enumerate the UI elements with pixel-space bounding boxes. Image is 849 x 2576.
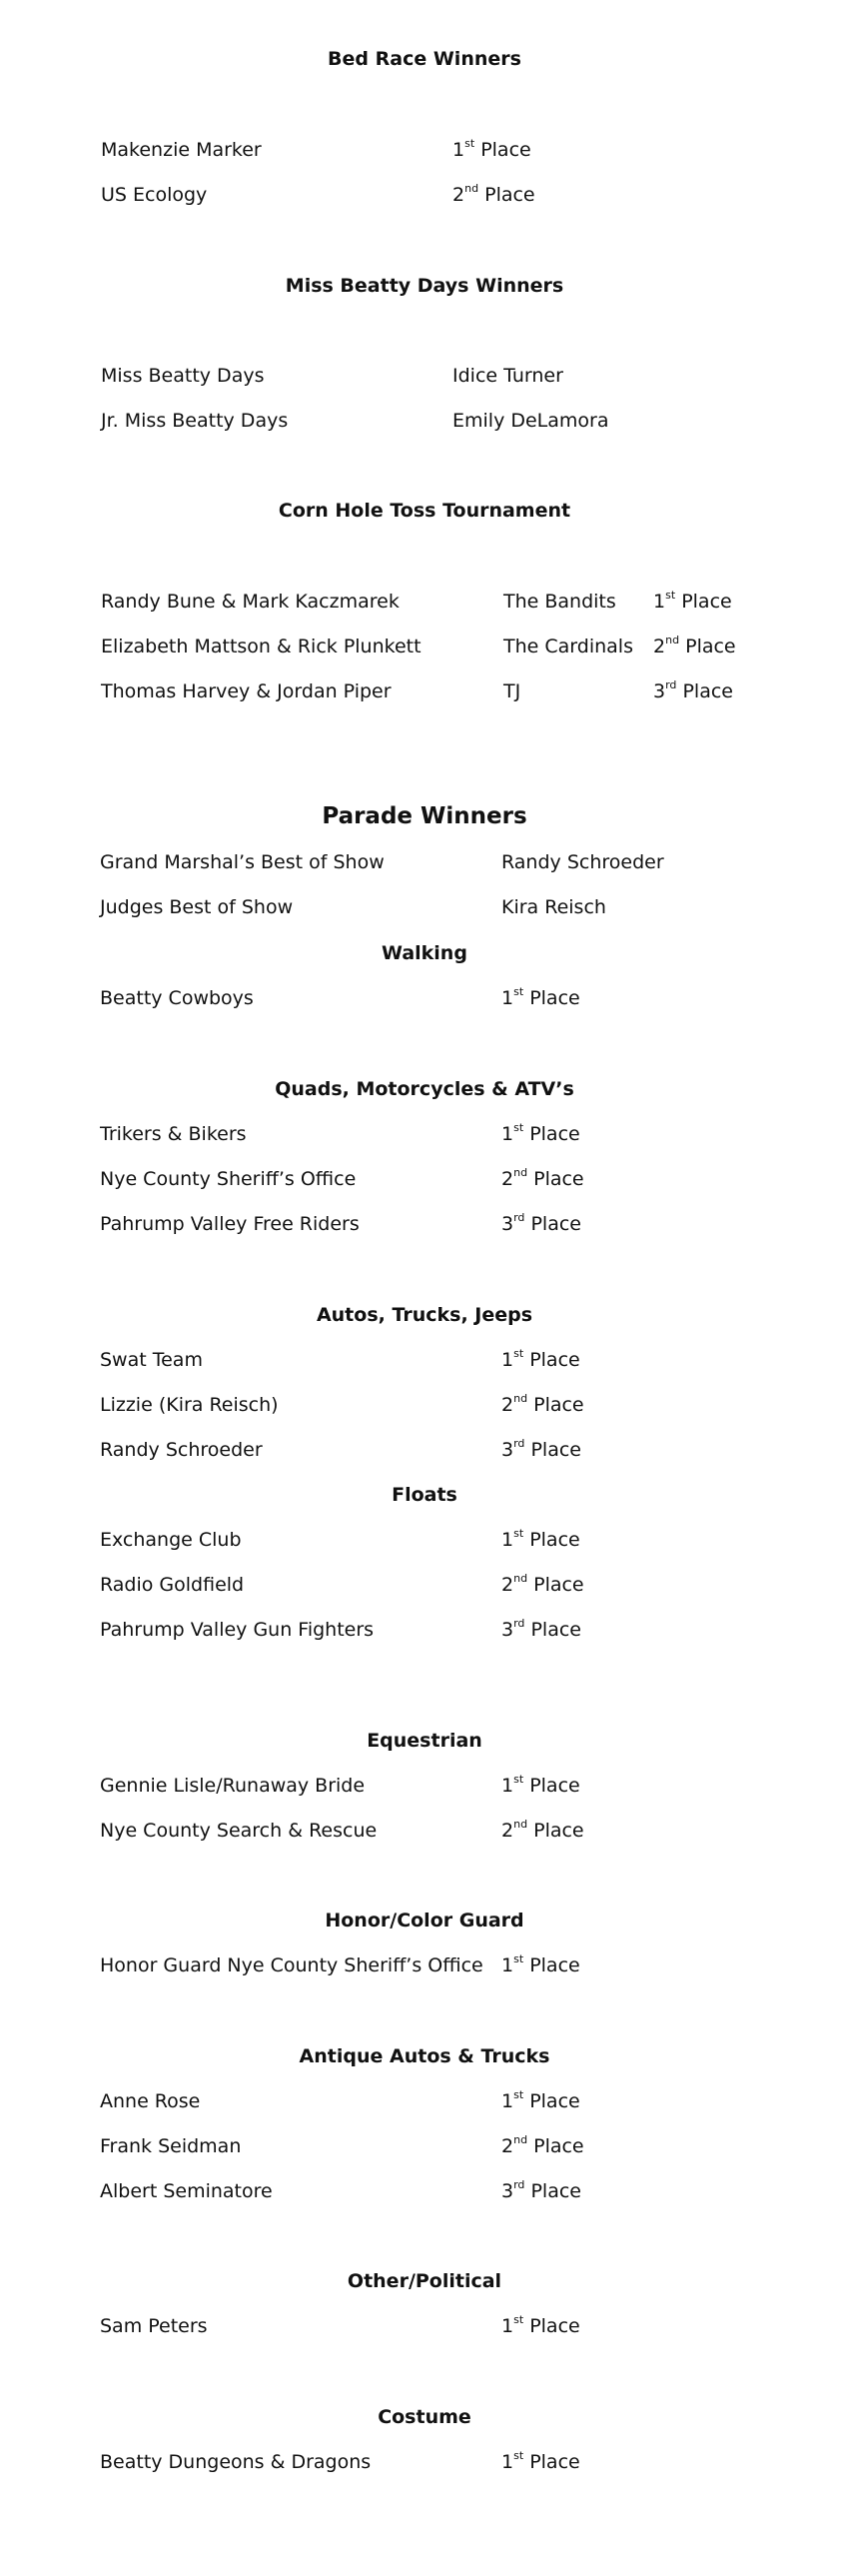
corn-hole-team: The Cardinals	[503, 636, 633, 657]
entry-place: 2nd Place	[501, 1817, 584, 1842]
entry-place: 2nd Place	[501, 1391, 584, 1416]
entry-place: 1st Place	[501, 1526, 580, 1551]
entry-name: Albert Seminatore	[100, 2180, 273, 2202]
costume-heading: Costume	[378, 2406, 471, 2428]
entry-name: Pahrump Valley Gun Fighters	[100, 1619, 375, 1641]
entry-name: Trikers & Bikers	[100, 1123, 247, 1145]
corn-hole-players: Randy Bune & Mark Kaczmarek	[101, 591, 400, 613]
bed-race-place: 1st Place	[452, 136, 531, 161]
pageant-winner: Idice Turner	[452, 365, 563, 387]
entry-place: 2nd Place	[501, 1165, 584, 1190]
entry-name: Frank Seidman	[100, 2135, 242, 2157]
corn-hole-players: Thomas Harvey & Jordan Piper	[101, 680, 392, 702]
corn-hole-heading: Corn Hole Toss Tournament	[278, 500, 571, 522]
pageant-title: Jr. Miss Beatty Days	[101, 410, 289, 432]
floats-heading: Floats	[392, 1484, 457, 1506]
entry-name: Beatty Dungeons & Dragons	[100, 2451, 372, 2473]
entry-place: 1st Place	[501, 984, 580, 1009]
corn-hole-team: TJ	[503, 680, 521, 702]
entry-name: Honor Guard Nye County Sheriff’s Office	[100, 1954, 483, 1976]
other-political-heading: Other/Political	[347, 2270, 502, 2292]
entry-place: 1st Place	[501, 2312, 580, 2337]
bed-race-name: US Ecology	[101, 184, 208, 206]
entry-name: Lizzie (Kira Reisch)	[100, 1394, 279, 1416]
antique-autos-heading: Antique Autos & Trucks	[299, 2045, 550, 2067]
pageant-winner: Emily DeLamora	[452, 410, 609, 432]
entry-name: Exchange Club	[100, 1529, 242, 1551]
quads-heading: Quads, Motorcycles & ATV’s	[275, 1078, 574, 1100]
entry-place: 3rd Place	[501, 2177, 581, 2202]
entry-name: Beatty Cowboys	[100, 987, 254, 1009]
entry-place: 1st Place	[501, 2448, 580, 2473]
entry-name: Nye County Sheriff’s Office	[100, 1168, 357, 1190]
entry-name: Gennie Lisle/Runaway Bride	[100, 1775, 366, 1797]
entry-name: Nye County Search & Rescue	[100, 1820, 378, 1842]
entry-place: 1st Place	[501, 1120, 580, 1145]
honor-guard-heading: Honor/Color Guard	[325, 1910, 524, 1932]
entry-name: Pahrump Valley Free Riders	[100, 1213, 360, 1235]
entry-place: 2nd Place	[501, 1571, 584, 1596]
miss-beatty-heading: Miss Beatty Days Winners	[285, 275, 564, 297]
entry-name: Radio Goldfield	[100, 1574, 245, 1596]
bed-race-place: 2nd Place	[452, 181, 535, 206]
corn-hole-place: 3rd Place	[653, 677, 733, 702]
corn-hole-place: 2nd Place	[653, 633, 736, 657]
entry-name: Swat Team	[100, 1349, 203, 1371]
autos-heading: Autos, Trucks, Jeeps	[316, 1304, 533, 1326]
entry-name: Randy Schroeder	[100, 1439, 263, 1461]
parade-heading: Parade Winners	[322, 803, 527, 829]
corn-hole-team: The Bandits	[503, 591, 616, 613]
parade-award: Grand Marshal’s Best of Show	[100, 851, 385, 873]
entry-place: 3rd Place	[501, 1616, 581, 1641]
entry-name: Anne Rose	[100, 2090, 201, 2112]
pageant-title: Miss Beatty Days	[101, 365, 265, 387]
corn-hole-place: 1st Place	[653, 588, 732, 613]
entry-place: 1st Place	[501, 1346, 580, 1371]
parade-award-winner: Randy Schroeder	[501, 851, 664, 873]
parade-award: Judges Best of Show	[100, 896, 294, 918]
equestrian-heading: Equestrian	[367, 1730, 482, 1752]
parade-award-winner: Kira Reisch	[501, 896, 606, 918]
entry-place: 1st Place	[501, 1772, 580, 1797]
entry-place: 3rd Place	[501, 1436, 581, 1461]
walking-heading: Walking	[382, 942, 467, 964]
bed-race-name: Makenzie Marker	[101, 139, 262, 161]
bed-race-heading: Bed Race Winners	[328, 48, 521, 70]
entry-place: 1st Place	[501, 2087, 580, 2112]
entry-place: 3rd Place	[501, 1210, 581, 1235]
corn-hole-players: Elizabeth Mattson & Rick Plunkett	[101, 636, 422, 657]
entry-place: 1st Place	[501, 1951, 580, 1976]
entry-name: Sam Peters	[100, 2315, 208, 2337]
entry-place: 2nd Place	[501, 2132, 584, 2157]
